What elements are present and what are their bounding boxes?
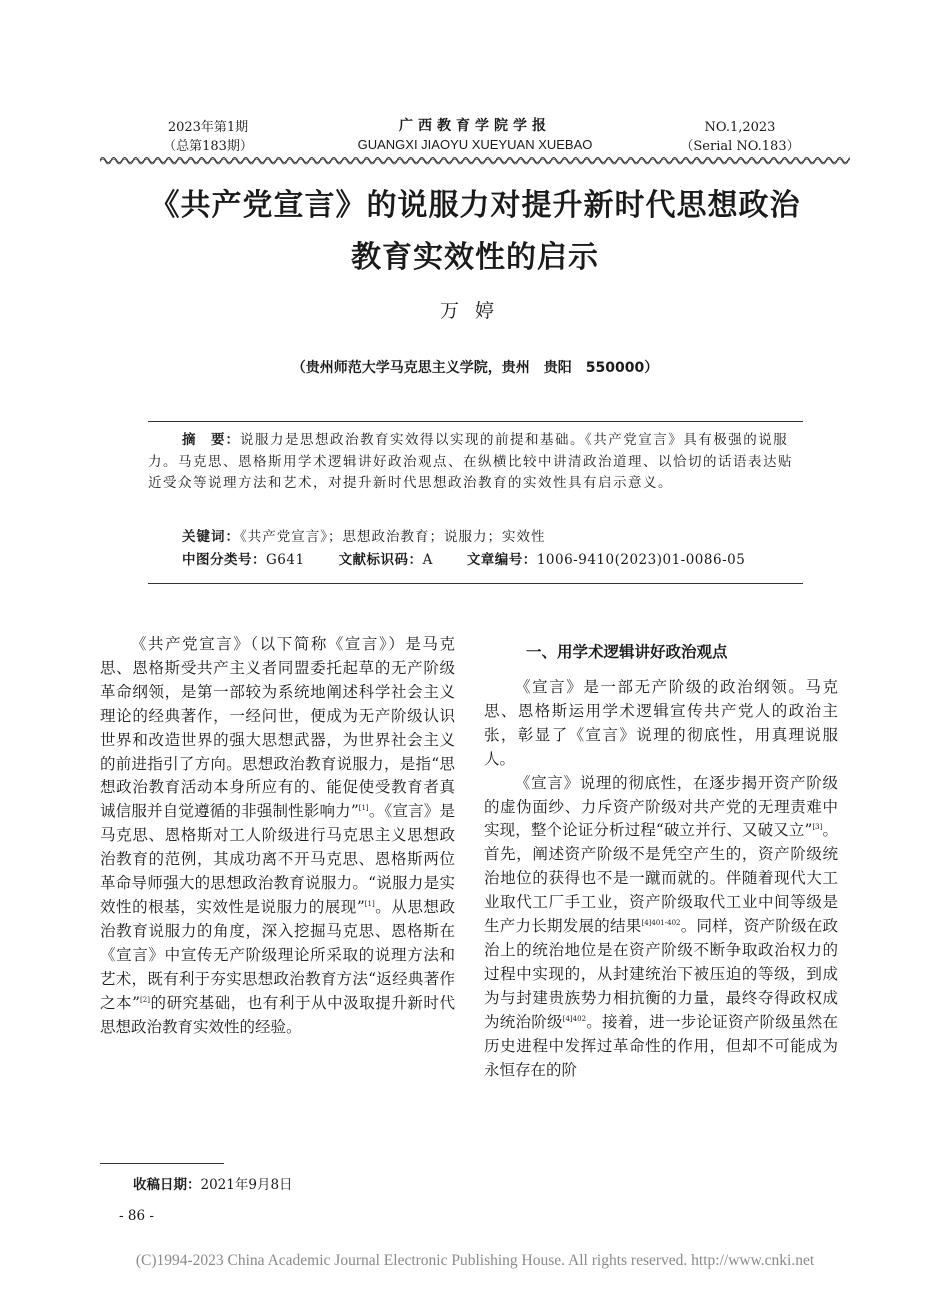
intro-paragraph: [100, 633, 455, 1039]
keywords-text: 《共产党宣言》；思想政治教育；说服力；实效性: [240, 529, 546, 545]
abstract-top-rule: [148, 421, 803, 422]
paragraph-text: 。《宣言》是马克思、恩格斯对工人阶级进行马克思主义思想政治教育的范例，其成功离不开马克思、恩格斯两位革命导师强大的思想政治教育说服力。“说服力是实效性的根基，实效性是说服力的展现”: [100, 802, 455, 916]
citation-marker: [2]: [140, 995, 150, 1004]
paragraph-text: 。从思想政治教育说服力的角度，深入挖掘马克思、恩格斯在《宣言》中宣传无产阶级理论所采取的说理方法和艺术，既有利于夯实思想政治教育方法“返经典著作之本”: [100, 897, 455, 1012]
section-paragraph-1: 《宣言》是一部无产阶级的政治纲领。马克思、恩格斯运用学术逻辑宣传共产党人的政治主张，彰显了《宣言》说理的彻底性，用真理说服人。: [484, 678, 838, 768]
keywords-label: 关键词：: [182, 529, 240, 545]
paragraph-text: 的研究基础，也有利于从中汲取提升新时代思想政治教育实效性的经验。: [100, 993, 455, 1036]
citation-marker: [1]: [364, 899, 375, 908]
citation-marker: [4]401-402: [641, 918, 681, 927]
clc-label: 中图分类号：: [182, 552, 266, 568]
decorative-header-rule: [100, 155, 850, 165]
received-date: [133, 1173, 293, 1193]
article-title-line-2: 教育实效性的启示: [351, 240, 599, 275]
issue-total: （总第183期）: [163, 139, 253, 154]
journal-name-en: GUANGXI JIAOYU XUEYUAN XUEBAO: [357, 137, 593, 152]
issue-number: 2023年第1期: [167, 120, 249, 135]
abstract-text: 说服力是思想政治教育实效得以实现的前提和基础。《共产党宣言》具有极强的说服力。马克思、恩格斯用学术逻辑讲好政治观点、在纵横比较中讲清政治道理、以恰切的话语表达贴近受众等说理方法和艺术，对提升新时代思想政治教育的实效性具有启示意义。: [148, 432, 793, 491]
received-date-label: 收稿日期：: [133, 1177, 201, 1193]
paragraph-text: 。同样，资产阶级在政治上的统治地位是在资产阶级不断争取政治权力的过程中实现的，从封建统治下被压迫的等级，到成为与封建贵族势力相抗衡的力量，最终夺得政权成为统治阶级: [484, 917, 838, 1031]
paragraph-text: 。接着，进一步论证资产阶级虽然在历史进程中发挥过革命性的作用，但却不可能成为永恒存在的阶: [484, 1012, 838, 1079]
body-left-column: [100, 633, 455, 1039]
doc-code-value: A: [422, 552, 433, 568]
journal-name-cn: 广西教育学院学报: [399, 118, 551, 134]
abstract-bottom-rule: [148, 583, 803, 584]
doc-code-label: 文献标识码：: [338, 552, 423, 568]
footnote-rule: [100, 1163, 224, 1164]
issue-serial-en: （Serial NO.183）: [680, 139, 800, 154]
article-number-label: 文章编号：: [466, 552, 537, 568]
section-paragraph-2: [484, 772, 838, 1083]
author-affiliation: （贵州师范大学马克思主义学院，贵州 贵阳 550000）: [291, 360, 659, 376]
keywords: [182, 527, 546, 547]
article-title-line-1: 《共产党宣言》的说服力对提升新时代思想政治: [149, 188, 801, 223]
paragraph-text: 《共产党宣言》（以下简称《宣言》）是马克思、恩格斯受共产主义者同盟委托起草的无产阶级革命纲领，是第一部较为系统地阐述科学社会主义理论的经典著作，一经问世，便成为无产阶级认识世界和改造世界的强大思想武器，为世界社会主义的前进指引了方向。思想政治教育说服力，是指“思想政治教育活动本身所应有的、能促使受教育者真诚信服并自觉遵循的非强制性影响力”: [100, 635, 455, 821]
issue-number-en: NO.1,2023: [704, 120, 776, 135]
clc-value: G641: [266, 552, 305, 568]
page-number: - 86 -: [119, 1208, 154, 1224]
author-name: 万婷: [439, 300, 510, 322]
received-date-value: 2021年9月8日: [200, 1177, 293, 1193]
journal-issue: [148, 118, 268, 156]
citation-marker: [1]: [358, 804, 369, 813]
journal-name: [300, 116, 650, 154]
section-heading: 一、用学术逻辑讲好政治观点: [526, 643, 728, 661]
citation-marker: [3]: [812, 823, 823, 832]
abstract-label: 摘 要：: [182, 432, 240, 448]
classification-line: [182, 550, 745, 570]
body-right-column: [484, 676, 838, 1082]
paragraph-text: 。首先，阐述资产阶级不是凭空产生的，资产阶级统治地位的获得也不是一蹴而就的。伴随着现代大工业取代工厂手工业，资产阶级取代工业中间等级是生产力长期发展的结果: [484, 821, 838, 936]
copyright-watermark: (C)1994-2023 China Academic Journal Electronic Publishing House. All rights reserved. http://www.cnki.net: [135, 1252, 815, 1269]
citation-marker: [4]402: [562, 1014, 587, 1023]
article-number-value: 1006-9410(2023)01-0086-05: [536, 552, 746, 568]
journal-issue-en: [680, 118, 800, 156]
paragraph-text: 《宣言》说理的彻底性，在逐步揭开资产阶级的虚伪面纱、力斥资产阶级对共产党的无理责难中实现，整个论证分析过程“破立并行、又破又立”: [484, 773, 838, 840]
abstract: [148, 430, 803, 495]
